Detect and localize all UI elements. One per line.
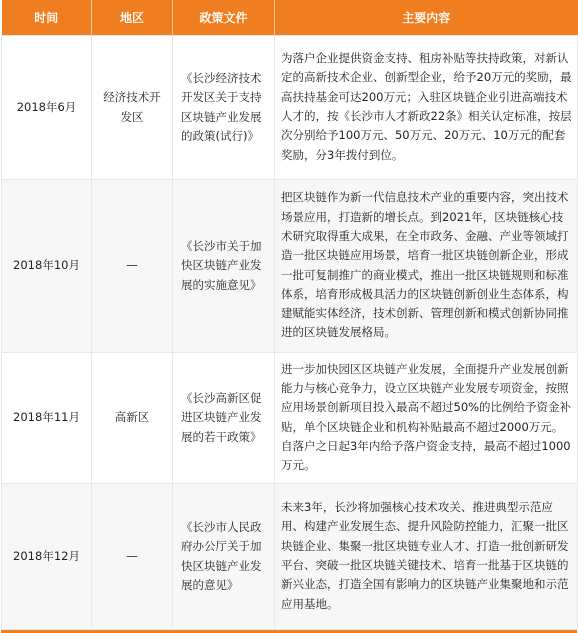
header-content: 主要内容: [275, 0, 578, 36]
cell-content: 未来3年，长沙将加强核心技术攻关、推进典型示范应用、构建产业发展生态、提升风险防控能力，汇聚一批区块链企业、集聚一批区块链专业人才、打造一批创新研发平台、突破一批区块链关键技术、培育一批基于区块链的新兴业态，打造全国有影响力的区块链产业集聚地和示范应用基地。: [275, 484, 578, 630]
header-document: 政策文件: [173, 0, 275, 36]
header-row: [2, 0, 578, 36]
table-row: [2, 353, 578, 484]
table-body: [2, 36, 578, 630]
cell-area: 经济技术开发区: [92, 36, 173, 180]
cell-document: 《长沙高新区促进区块链产业发展的若干政策》: [173, 353, 275, 484]
policy-table: [1, 0, 578, 630]
cell-document: 《长沙市人民政府办公厅关于加快区块链产业发展的意见》: [173, 484, 275, 630]
cell-time: 2018年6月: [2, 36, 92, 180]
table-row: [2, 180, 578, 353]
cell-time: 2018年11月: [2, 353, 92, 484]
cell-document: 《长沙市关于加快区块链产业发展的实施意见》: [173, 180, 275, 353]
cell-time: 2018年10月: [2, 180, 92, 353]
cell-content: 为落户企业提供资金支持、租房补贴等扶持政策，对新认定的高新技术企业、创新型企业，给予20万元的奖励，最高扶持基金可达200万元；入驻区块链企业引进高端技术人才的，按《长沙市人才新政22条》相关认定标准，按层次分别给予100万元、50万元、20万元、10万元的配套奖励，分3年拨付到位。: [275, 36, 578, 180]
table-row: [2, 36, 578, 180]
table-header: [2, 0, 578, 36]
header-area: 地区: [92, 0, 173, 36]
cell-document: 《长沙经济技术开发区关于支持区块链产业发展的政策(试行)》: [173, 36, 275, 180]
cell-time: 2018年12月: [2, 484, 92, 630]
cell-content: 进一步加快园区区块链产业发展，全面提升产业发展创新能力与核心竞争力，设立区块链产业发展专项资金，按照应用场景创新项目投入最高不超过50%的比例给予资金补贴，单个区块链企业和机构补贴最高不超过2000万元。自落户之日起3年内给予落户资金支持，最高不超过1000万元。: [275, 353, 578, 484]
header-time: 时间: [2, 0, 92, 36]
cell-area: —: [92, 180, 173, 353]
cell-content: 把区块链作为新一代信息技术产业的重要内容，突出技术场景应用，打造新的增长点。到2021年，区块链核心技术研究取得重大成果，在全市政务、金融、产业等领域打造一批区块链应用场景，培育一批区块链创新企业，形成一批可复制推广的商业模式，推出一批区块链规则和标准体系，培育形成极具活力的区块链创新创业生态体系，构建赋能实体经济，技术创新、管理创新和模式创新协同推进的区块链发展格局。: [275, 180, 578, 353]
cell-area: —: [92, 484, 173, 630]
cell-area: 高新区: [92, 353, 173, 484]
table-row: [2, 484, 578, 630]
